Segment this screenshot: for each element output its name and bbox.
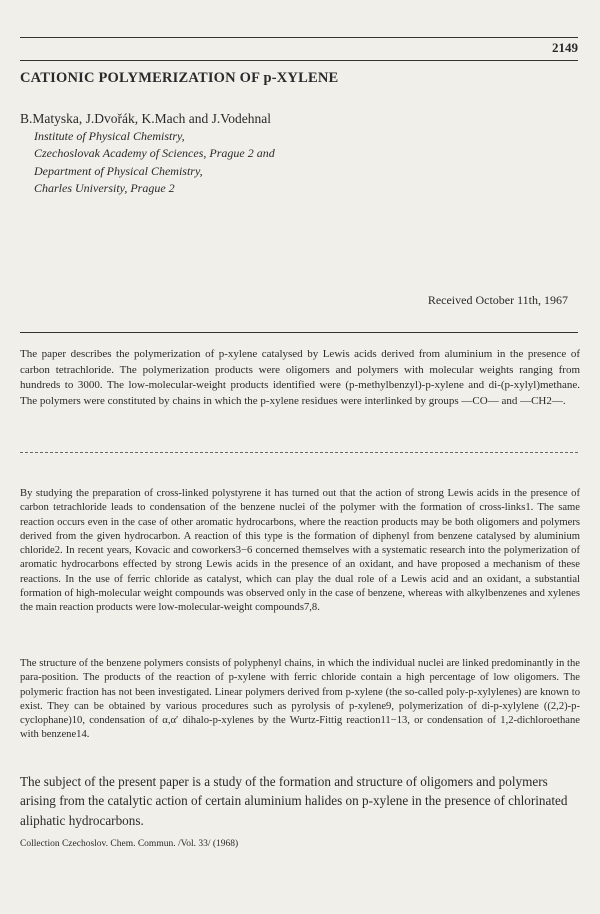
journal-citation: Collection Czechoslov. Chem. Commun. /Vol. 33/ (1968) — [20, 839, 239, 849]
received-date: Received October 11th, 1967 — [427, 293, 568, 307]
body-paragraph-2: The structure of the benzene polymers consists of polyphenyl chains, in which the individual nuclei are linked predominantly in the para-position. The products of the reaction of p-xylene with ferric chloride contain a high percentage of low oligomers. The polymeric fraction has not been investigated. Linear polymers derived from p-xylene (the so-called poly-p-xylylenes) are known to exist. They can be obtained by various procedures such as pyrolysis of p-xylene9, polymerization of di-p-xylylene ((2,2)-p-cyclophane)10, condensation of α,α′ dihalo-p-xylenes by the Wurtz-Fittig reaction11−13, or condensation of 1,2-dichloroethane with benzene14. — [20, 658, 580, 741]
scope-paragraph: The subject of the present paper is a study of the formation and structure of oligomers and polymers arising from the catalytic action of certain aluminium halides on p-xylene in the presence of chlorinated aliphatic hydrocarbons. — [20, 774, 568, 828]
affiliation-line: Czechoslovak Academy of Sciences, Prague 2 and — [34, 146, 275, 161]
header-rule — [20, 37, 578, 38]
affiliation-line: Charles University, Prague 2 — [34, 181, 175, 196]
author-list: B.Matyska, J.Dvořák, K.Mach and J.Vodehnal — [20, 111, 271, 126]
abstract-top-rule — [20, 332, 578, 333]
article-title: CATIONIC POLYMERIZATION OF p-XYLENE — [20, 70, 339, 86]
abstract-bottom-rule — [20, 452, 578, 453]
body-paragraph-1: By studying the preparation of cross-linked polystyrene it has turned out that the action of strong Lewis acids in the presence of carbon tetrachloride leads to condensation of the benzene nuclei of the polymer with the formation of cross-links1. The same reaction occurs even in the case of other aromatic hydrocarbons, where the reaction products may be both oligomers and polymers derived from the given hydrocarbon. A reaction of this type is the formation of diphenyl from benzene catalysed by aluminium chloride2. In recent years, Kovacic and coworkers3−6 concerned themselves with a systematic research into the polymerization of aromatic hydrocarbons effected by strong Lewis acids in the presence of an oxidant, and have proposed a mechanism of these reactions. In the use of ferric chloride as catalyst, which can play the dual role of a Lewis acid and an oxidant, a substantial formation of high-molecular weight compounds was observed only in the case of benzene, whereas with alkylbenzenes and xylenes the main reaction products were low-molecular-weight compounds7,8. — [20, 488, 580, 614]
abstract: The paper describes the polymerization of p-xylene catalysed by Lewis acids derived from aluminium in the presence of carbon tetrachloride. The polymerization products were oligomers and polymers with molecular weights ranging from hundreds to 3000. The low-molecular-weight products identified were (p-methylbenzyl)-p-xylene and di-(p-xylyl)methane. The polymers were constituted by chains in which the p-xylene residues were interlinked by groups —CO— and —CH2—. — [20, 348, 580, 407]
header-rule-lower — [20, 60, 578, 61]
page-number: 2149 — [552, 40, 578, 55]
affiliation — [34, 128, 275, 198]
affiliation-line: Institute of Physical Chemistry, — [34, 129, 185, 143]
affiliation-line: Department of Physical Chemistry, — [34, 163, 203, 178]
